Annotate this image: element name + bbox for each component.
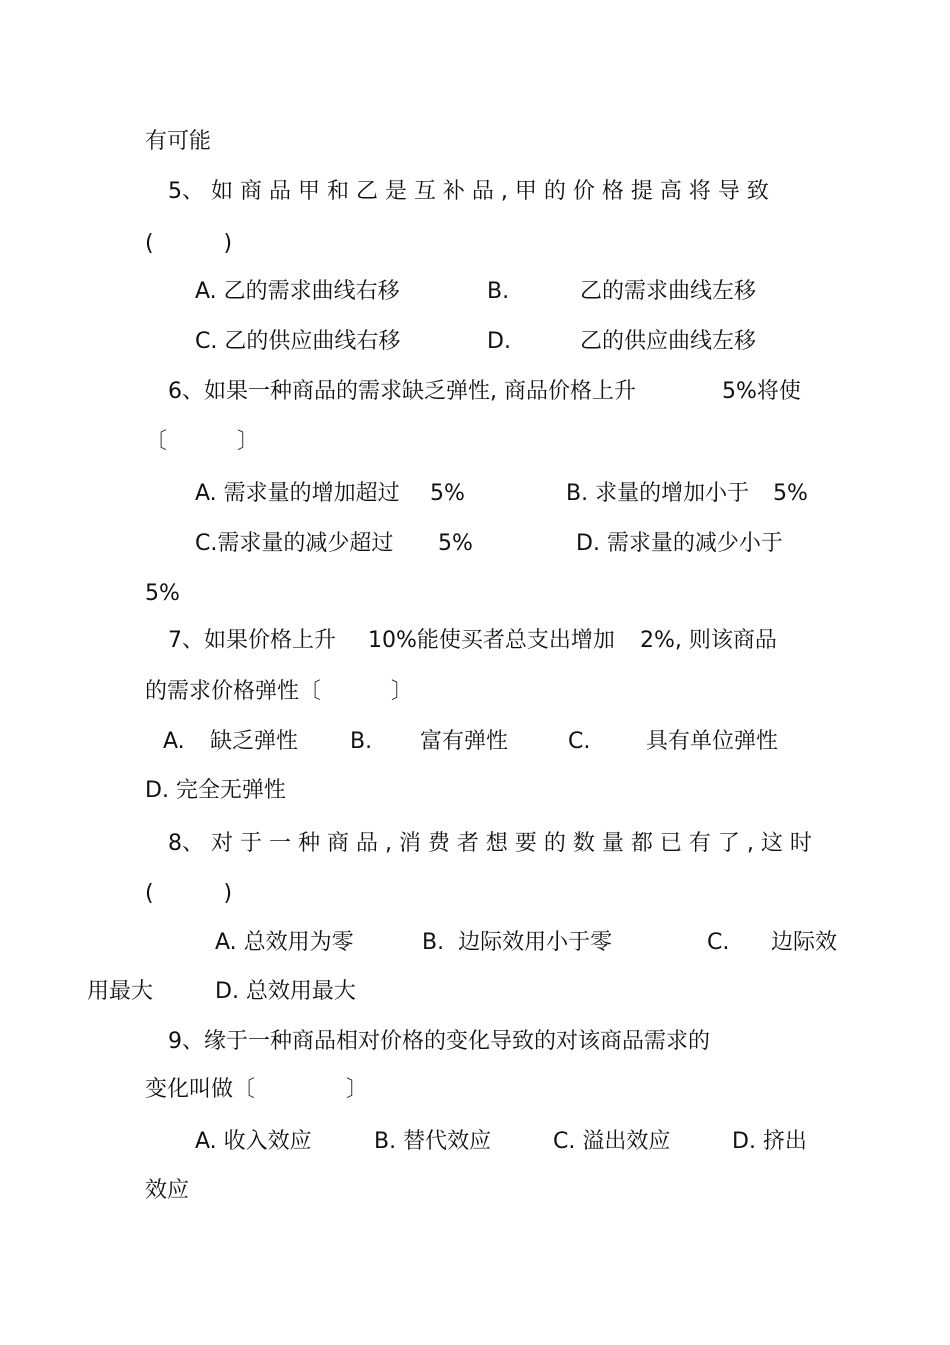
option-5d-label: D. [487, 329, 511, 354]
option-5a: A. 乙的需求曲线右移 [195, 279, 400, 304]
option-9b: B. 替代效应 [374, 1129, 492, 1154]
option-6a: A. 需求量的增加超过 [195, 481, 400, 506]
option-7b-text: 富有弹性 [420, 729, 509, 754]
option-9d-continuation: 效应 [145, 1178, 190, 1203]
question-6-percent: 5%将使 [722, 379, 801, 404]
option-6b: B. 求量的增加小于 [566, 481, 750, 506]
option-8d: D. 总效用最大 [215, 979, 356, 1004]
option-6d-percent: 5% [145, 581, 180, 606]
question-8-answer-blank: ( ) [145, 881, 233, 906]
option-7a-label: A. [163, 729, 185, 754]
option-6a-percent: 5% [430, 481, 465, 506]
option-5c: C. 乙的供应曲线右移 [195, 329, 401, 354]
question-8: 8、 对 于 一 种 商 品 , 消 费 者 想 要 的 数 量 都 已 有 了 , 这 时 [168, 831, 812, 856]
continuation-text: 有可能 [145, 129, 212, 154]
option-6c-percent: 5% [438, 531, 473, 556]
option-9a: A. 收入效应 [195, 1129, 312, 1154]
option-9d: D. 挤出 [732, 1129, 807, 1154]
option-7d: D. 完全无弹性 [145, 778, 286, 803]
question-5-answer-blank: ( ) [145, 231, 233, 256]
option-9c: C. 溢出效应 [553, 1129, 671, 1154]
option-5b-label: B. [487, 279, 510, 304]
option-7c-label: C. [568, 729, 591, 754]
question-9-continuation: 变化叫做〔 〕 [145, 1077, 368, 1102]
option-6c: C.需求量的减少超过 [195, 531, 394, 556]
question-7: 7、如果价格上升 [168, 628, 336, 653]
question-7-continuation: 的需求价格弹性〔 〕 [145, 679, 413, 704]
option-5b-text: 乙的需求曲线左移 [580, 279, 757, 304]
option-8c-text: 边际效 [771, 930, 838, 955]
option-7b-label: B. [350, 729, 373, 754]
question-6-answer-blank: 〔 〕 [145, 429, 259, 454]
question-9: 9、缘于一种商品相对价格的变化导致的对该商品需求的 [168, 1029, 710, 1054]
option-7a-text: 缺乏弹性 [210, 729, 299, 754]
option-8a: A. 总效用为零 [215, 930, 354, 955]
question-6: 6、如果一种商品的需求缺乏弹性, 商品价格上升 [168, 379, 636, 404]
option-8b: B. 边际效用小于零 [422, 930, 613, 955]
question-7-part-3: 2%, 则该商品 [640, 628, 777, 653]
option-8c-label: C. [707, 930, 730, 955]
question-7-part-2: 10%能使买者总支出增加 [368, 628, 615, 653]
option-8c-continuation: 用最大 [87, 979, 154, 1004]
option-5d-text: 乙的供应曲线左移 [580, 329, 757, 354]
option-6b-percent: 5% [773, 481, 808, 506]
option-7c-text: 具有单位弹性 [646, 729, 779, 754]
question-5: 5、 如 商 品 甲 和 乙 是 互 补 品 , 甲 的 价 格 提 高 将 导 致 [168, 179, 769, 204]
option-6d: D. 需求量的减少小于 [576, 531, 783, 556]
